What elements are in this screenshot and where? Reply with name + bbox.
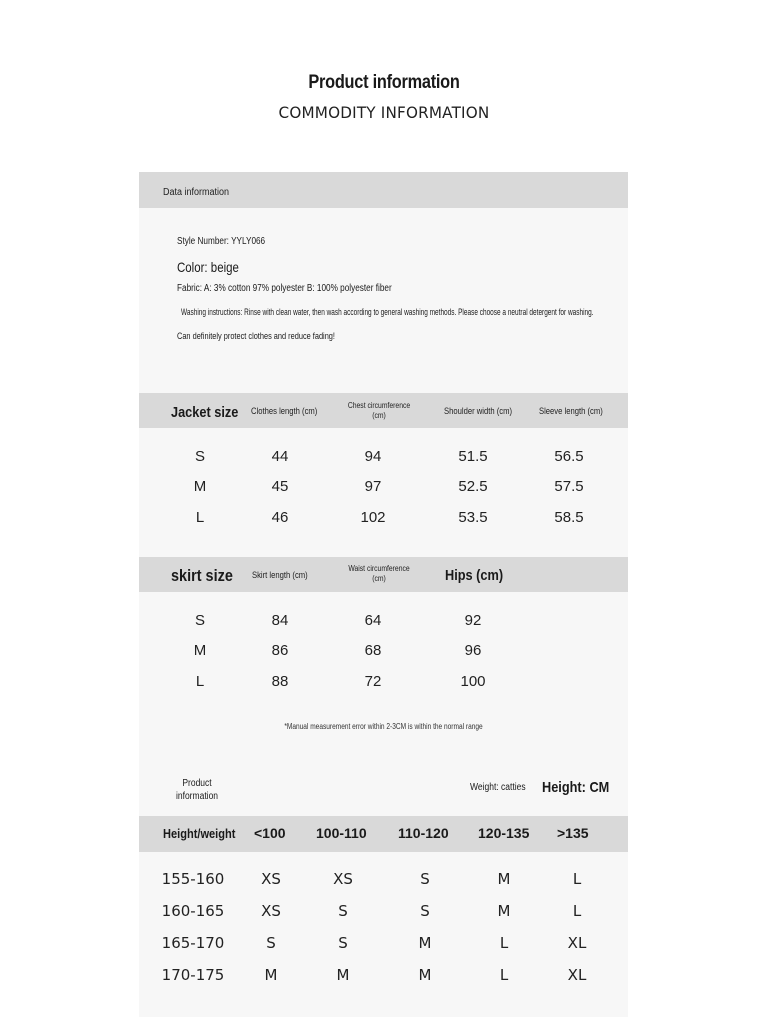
jacket-cell: 53.5: [458, 509, 488, 526]
size-chart-cell: L: [499, 966, 509, 984]
size-chart-header: <100: [254, 825, 286, 841]
jacket-cell: 94: [364, 448, 382, 465]
size-chart-cell: XS: [333, 870, 353, 888]
skirt-cell: 86: [271, 642, 289, 659]
jacket-cell: 46: [271, 509, 289, 526]
info-panel: [139, 172, 628, 1017]
page-subtitle: COMMODITY INFORMATION: [278, 103, 490, 122]
size-chart-cell: M: [336, 966, 350, 984]
jacket-size-title: Jacket size: [171, 404, 239, 421]
skirt-size-title: skirt size: [171, 566, 233, 585]
skirt-cell: 92: [464, 612, 482, 629]
size-chart-header: >135: [557, 825, 589, 841]
size-chart-cell: 155-160: [161, 870, 225, 888]
data-info-bar: [139, 172, 628, 208]
jacket-cell: 58.5: [554, 509, 584, 526]
skirt-cell: L: [195, 673, 205, 690]
skirt-header-length: Skirt length (cm): [252, 570, 308, 580]
skirt-cell: 72: [364, 673, 382, 690]
size-chart-bar: [139, 816, 628, 852]
size-chart-cell: S: [266, 934, 276, 952]
jacket-cell: M: [193, 478, 207, 495]
size-chart-cell: XL: [567, 934, 587, 952]
size-chart-cell: 165-170: [161, 934, 225, 952]
product-info-label: Product information: [175, 778, 219, 802]
jacket-header-chest: Chest circumference (cm): [347, 401, 411, 420]
data-info-heading: Data information: [163, 187, 230, 198]
jacket-cell: 57.5: [554, 478, 584, 495]
size-chart-cell: M: [418, 966, 432, 984]
skirt-cell: 68: [364, 642, 382, 659]
jacket-header-sleeve: Sleeve length (cm): [539, 406, 603, 416]
size-chart-cell: XL: [567, 966, 587, 984]
size-chart-cell: M: [264, 966, 278, 984]
size-chart-header: 100-110: [316, 825, 367, 841]
skirt-size-bar: [139, 557, 628, 592]
size-chart-cell: 160-165: [161, 902, 225, 920]
jacket-header-length: Clothes length (cm): [251, 406, 318, 416]
measurement-note: *Manual measurement error within 2-3CM is within the normal range: [284, 722, 483, 731]
size-chart-cell: L: [499, 934, 509, 952]
skirt-header-waist: Waist circumference (cm): [348, 564, 410, 583]
skirt-cell: 64: [364, 612, 382, 629]
size-chart-cell: L: [572, 902, 582, 920]
skirt-cell: 88: [271, 673, 289, 690]
skirt-cell: 100: [460, 673, 486, 690]
height-unit-label: Height: CM: [542, 779, 610, 796]
jacket-size-bar: [139, 393, 628, 428]
jacket-cell: L: [195, 509, 205, 526]
skirt-cell: 84: [271, 612, 289, 629]
jacket-cell: 102: [360, 509, 386, 526]
size-chart-cell: L: [572, 870, 582, 888]
skirt-cell: 96: [464, 642, 482, 659]
style-number: Style Number: YYLY066: [177, 236, 266, 247]
size-chart-cell: XS: [261, 870, 281, 888]
size-chart-cell: M: [497, 870, 511, 888]
jacket-cell: 52.5: [458, 478, 488, 495]
jacket-cell: 97: [364, 478, 382, 495]
size-chart-cell: S: [338, 934, 348, 952]
size-chart-cell: M: [497, 902, 511, 920]
size-chart-header: 120-135: [478, 825, 530, 841]
size-chart-cell: M: [418, 934, 432, 952]
size-chart-header-height: Height/weight: [163, 826, 236, 841]
fabric-info: Fabric: A: 3% cotton 97% polyester B: 100% polyester fiber: [177, 283, 392, 294]
size-chart-cell: XS: [261, 902, 281, 920]
skirt-cell: M: [193, 642, 207, 659]
size-chart-cell: S: [420, 902, 430, 920]
page-title: Product information: [308, 72, 460, 93]
jacket-cell: 45: [271, 478, 289, 495]
size-chart-cell: S: [338, 902, 348, 920]
washing-info: Washing instructions: Rinse with clean water, then wash according to general washing methods. Please choose a neutral detergent for washing.: [181, 307, 594, 317]
color-info: Color: beige: [177, 259, 239, 275]
jacket-cell: S: [194, 448, 205, 465]
size-chart-cell: S: [420, 870, 430, 888]
jacket-cell: 51.5: [458, 448, 488, 465]
skirt-header-hips: Hips (cm): [445, 567, 504, 584]
size-chart-header: 110-120: [398, 825, 449, 841]
jacket-header-shoulder: Shoulder width (cm): [444, 406, 513, 416]
jacket-cell: 44: [271, 448, 289, 465]
protect-info: Can definitely protect clothes and reduce fading!: [177, 331, 335, 341]
jacket-cell: 56.5: [554, 448, 584, 465]
size-chart-cell: 170-175: [161, 966, 225, 984]
weight-unit-label: Weight: catties: [470, 782, 526, 793]
skirt-cell: S: [194, 612, 205, 629]
